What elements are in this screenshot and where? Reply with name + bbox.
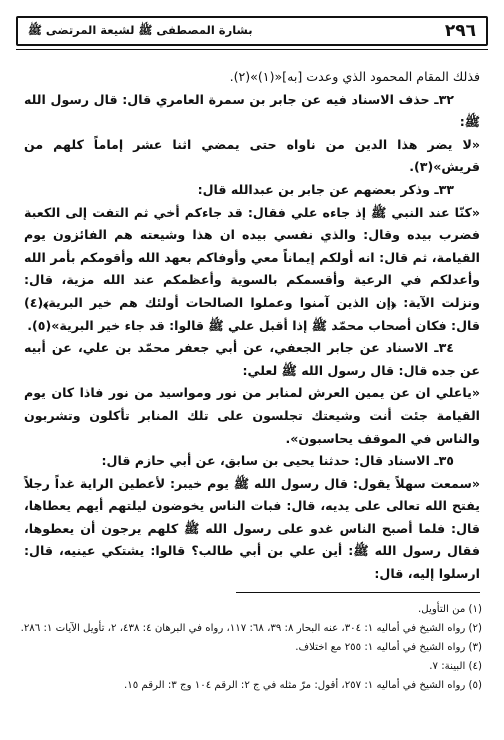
- header-divider: [16, 49, 488, 50]
- footnote-2: (٢) رواه الشيخ في أماليه ١: ٣٠٤، عنه البحار ٨: ٣٩، ٦٨: ١١٧، رواه في البرهان ٤: ٤٣٨، ٢، تأويل الآيات ١: ٢٨٦.: [20, 623, 482, 634]
- hadith-35-text: «سمعت سهلاً يقول: قال رسول الله ﷺ يوم خيبر: لأعطين الراية غداً رجلاً يفتح الله تعالى على يديه، قال: فبات الناس يخوضون ليلتهم أيهم يعطاها، قال: فلما أصبح الناس غدو على رسول الله ﷺ كلهم يرجون أن يعطوها، فقال رسول الله ﷺ: أين علي بن أبي طالب؟ قالوا: يشتكي عينيه، قال: ارسلوا إليه، قال:: [24, 475, 480, 582]
- page-number: ٢٩٦: [444, 21, 476, 41]
- running-title: بشارة المصطفى ﷺ لشيعة المرتضى ﷺ: [28, 22, 253, 37]
- hadith-32-text: «لا يضر هذا الدين من ناواه حتى يمضي اثنا عشر إماماً كلهم من قريش»(٣).: [24, 136, 480, 175]
- footnote-5: (٥) رواه الشيخ في أماليه ١: ٢٥٧، أقول: مرّ مثله في ج ٢: الرقم ١٠٤ وج ٣: الرقم ١٥.: [123, 680, 482, 691]
- hadith-34-text: «ياعلي ان عن يمين العرش لمنابر من نور ومواسيد من نور فاذا كان يوم القيامة جئت أنت وشيعتك تجلسون على تلك المنابر تأكلون وتشربون والناس في الموقف يحاسبون».: [24, 385, 480, 446]
- footnote-4: (٤) البينة: ٧.: [429, 661, 482, 672]
- page-header: [16, 16, 488, 46]
- hadith-33-text: «كنّا عند النبي ﷺ إذ جاءه علي فقال: قد جاءكم أخي ثم التفت إلى الكعبة فضرب بيده وقال: والذي نفسي بيده ان هذا وشيعته هم الفائزون يوم القيامة، ثم قال: انه أولكم إيماناً معي وأوفاكم بعهد الله وأقومكم بأمر الله وأعدلكم في الرعية وأقسمكم بالسوية وأعظمكم عند الله مزية، قال: ونزلت الآية: ﴿إن الذين آمنوا وعملوا الصالحات أولئك هم خير البرية﴾(٤) قال: فكان أصحاب محمّد ﷺ إذا أقبل علي ﷺ قالوا: قد جاء خير البرية»(٥).: [24, 204, 480, 333]
- footnote-3: (٣) رواه الشيخ في أماليه ١: ٢٥٥ مع اختلاف.: [295, 642, 482, 653]
- hadith-32-chain: ٣٢ـ حذف الاسناد فيه عن جابر بن سمرة العامري قال: قال رسول الله ﷺ:: [24, 91, 480, 130]
- paragraph-continuation: فذلك المقام المحمود الذي وعدت [به]«(١)»(٢).: [229, 69, 480, 84]
- footnotes: [22, 600, 482, 695]
- footnote-1: (١) من التأويل.: [418, 604, 482, 615]
- hadith-34-chain: ٣٤ـ الاسناد عن جابر الجعفي، عن أبي جعفر محمّد بن علي، عن أبيه عن جده قال: قال رسول الله ﷺ لعلي:: [24, 340, 480, 378]
- hadith-35-chain: ٣٥ـ الاسناد قال: حدثنا يحيى بن سابق، عن أبي حازم قال:: [101, 453, 454, 469]
- footnote-divider: [236, 592, 480, 593]
- hadith-33-chain: ٣٣ـ وذكر بعضهم عن جابر بن عبدالله قال:: [197, 181, 454, 197]
- main-text: [24, 66, 480, 586]
